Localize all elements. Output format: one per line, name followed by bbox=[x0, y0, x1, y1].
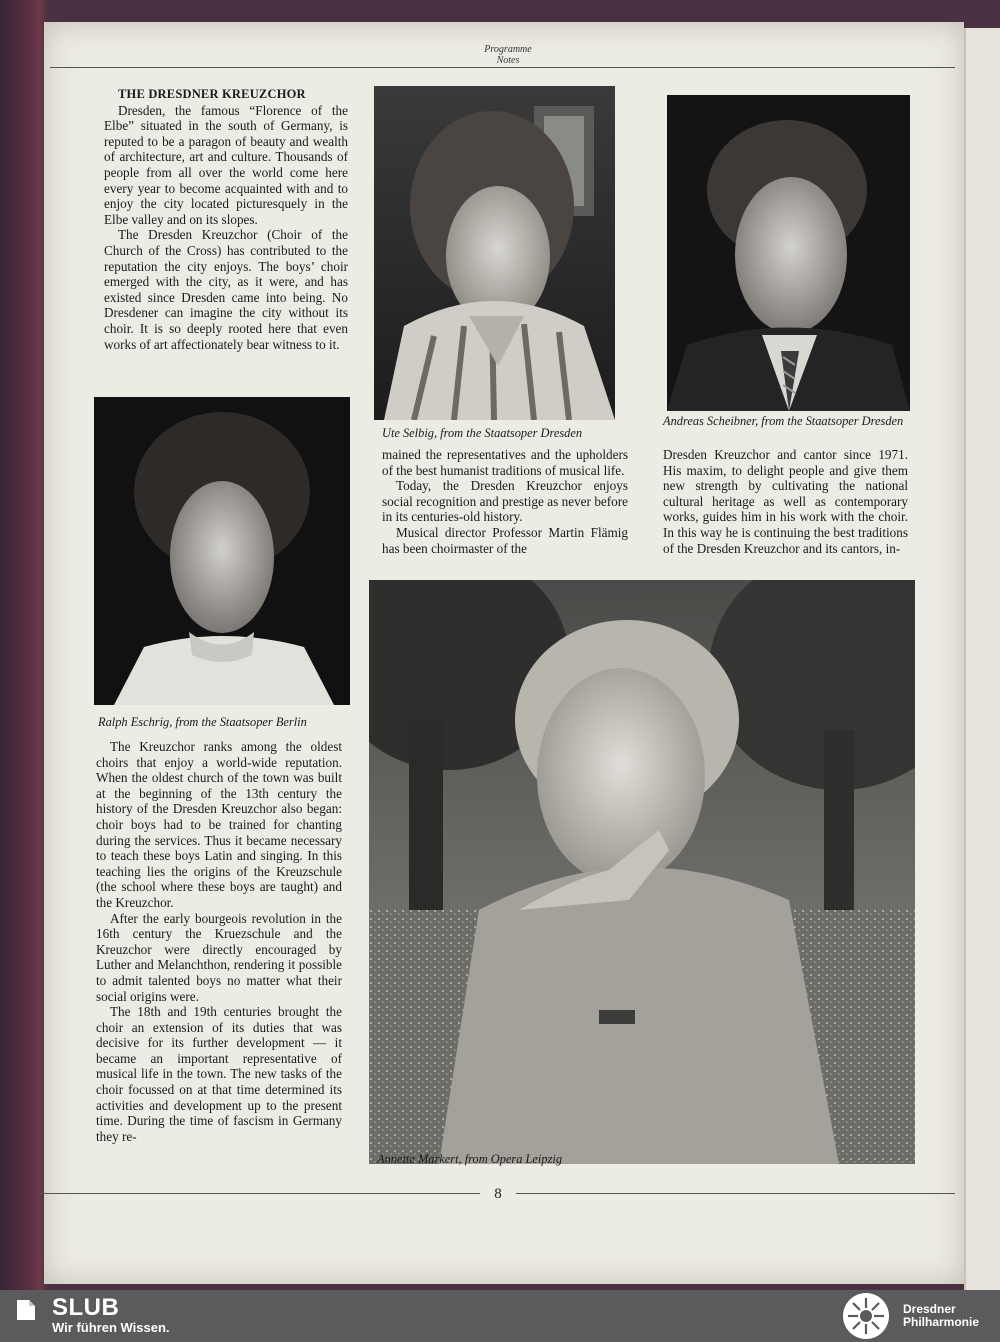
caption-ute-selbig: Ute Selbig, from the Staatsoper Dresden bbox=[382, 426, 583, 440]
paragraph: Dresden Kreuzchor and cantor since 1971. His maxim, to delight people and give them new strength by cultivating the national cultural heritage as well as contemporary works, guides him in his work with the choir. In this way he is continuing the best traditions of the Dresden Kreuzchor and its cantors, in- bbox=[663, 447, 908, 556]
paragraph: The Kreuzchor ranks among the oldest choirs that enjoy a world-wide reputation. When the oldest church of the town was built at the beginning of the 13th century the history of the Dresden Kreuzchor also began: choir boys had to be trained for chanting during the services. Thus it became necessary to teach these boys Latin and singing. In this teaching lies the origins of the Kreuzschule (the school where these boys are taught) and the Kreuzchor. bbox=[96, 739, 342, 910]
photo-ute-selbig bbox=[374, 86, 615, 420]
paragraph: mained the representatives and the upholders of the best humanist traditions of musical life. bbox=[382, 447, 628, 478]
paragraph: After the early bourgeois revolution in the 16th century the Kruezschule and the Kreuzchor were directly encouraged by Luther and Melanchthon, rendering it possible to admit talented boys no matter what their social origins were. bbox=[96, 910, 342, 1004]
philharmonie-logo-icon bbox=[842, 1292, 890, 1340]
article-col3 bbox=[663, 447, 908, 556]
photo-ralph-eschrig bbox=[94, 397, 350, 705]
page-number: 8 bbox=[480, 1186, 516, 1206]
partner-line-2: Philharmonie bbox=[903, 1315, 980, 1329]
paragraph: The Dresden Kreuzchor (Choir of the Church of the Cross) has contributed to the reputation the city enjoys. The boys’ choir emerged with the city, as it were, and has existed since Dresden came into being. No Dresdener can imagine the city without its choir. It is so deeply rooted here that even works of art affectionately bear witness to it. bbox=[104, 227, 348, 352]
top-rule bbox=[50, 67, 955, 68]
article-col2 bbox=[382, 447, 628, 556]
portrait-image bbox=[369, 580, 915, 1164]
portrait-image bbox=[374, 86, 615, 420]
paragraph: Dresden, the famous “Florence of the Elbe” situated in the south of Germany, is reputed to be a paragon of beauty and wealth of architecture, art and culture. Thousands of people from all over the world come here every year to become acquainted with and to enjoy the city located picturesquely in the Elbe valley and on its slopes. bbox=[104, 102, 348, 227]
paragraph: Musical director Professor Martin Flämig has been choirmaster of the bbox=[382, 524, 628, 556]
article-col1-bottom bbox=[96, 739, 342, 1144]
partner-line-1: Dresdner bbox=[903, 1302, 956, 1316]
caption-andreas-scheibner: Andreas Scheibner, from the Staatsoper Dresden bbox=[663, 414, 904, 428]
library-tagline: Wir führen Wissen. bbox=[52, 1320, 170, 1335]
article-col1-top bbox=[104, 87, 348, 352]
article-heading: THE DRESDNER KREUZCHOR bbox=[118, 87, 306, 101]
paragraph: The 18th and 19th centuries brought the choir an extension of its duties that was decisive for its further development — it became an important representative of musical life in the town. The new tasks of the choir focussed on at that time determined its activities and development up to the present time. During the time of fascism in Germany they re- bbox=[96, 1004, 342, 1144]
photo-andreas-scheibner bbox=[667, 95, 910, 411]
caption-ralph-eschrig: Ralph Eschrig, from the Staatsoper Berlin bbox=[98, 715, 307, 729]
partner-name bbox=[903, 1303, 979, 1329]
programme-notes-mark bbox=[478, 44, 538, 66]
library-name: SLUB bbox=[52, 1294, 120, 1321]
photo-annette-markert bbox=[369, 580, 915, 1164]
slub-logo-icon bbox=[14, 1298, 38, 1322]
paragraph: Today, the Dresden Kreuzchor enjoys social recognition and prestige as never before in its centuries-old history. bbox=[382, 478, 628, 525]
mark-line-1: Programme bbox=[484, 44, 532, 55]
portrait-image bbox=[94, 397, 350, 705]
caption-annette-markert: Annette Markert, from Opera Leipzig bbox=[377, 1152, 563, 1166]
portrait-image bbox=[667, 95, 910, 411]
mark-line-2: Notes bbox=[496, 55, 520, 66]
footer-bar bbox=[0, 1290, 1000, 1342]
next-page-edge bbox=[964, 28, 1000, 1290]
